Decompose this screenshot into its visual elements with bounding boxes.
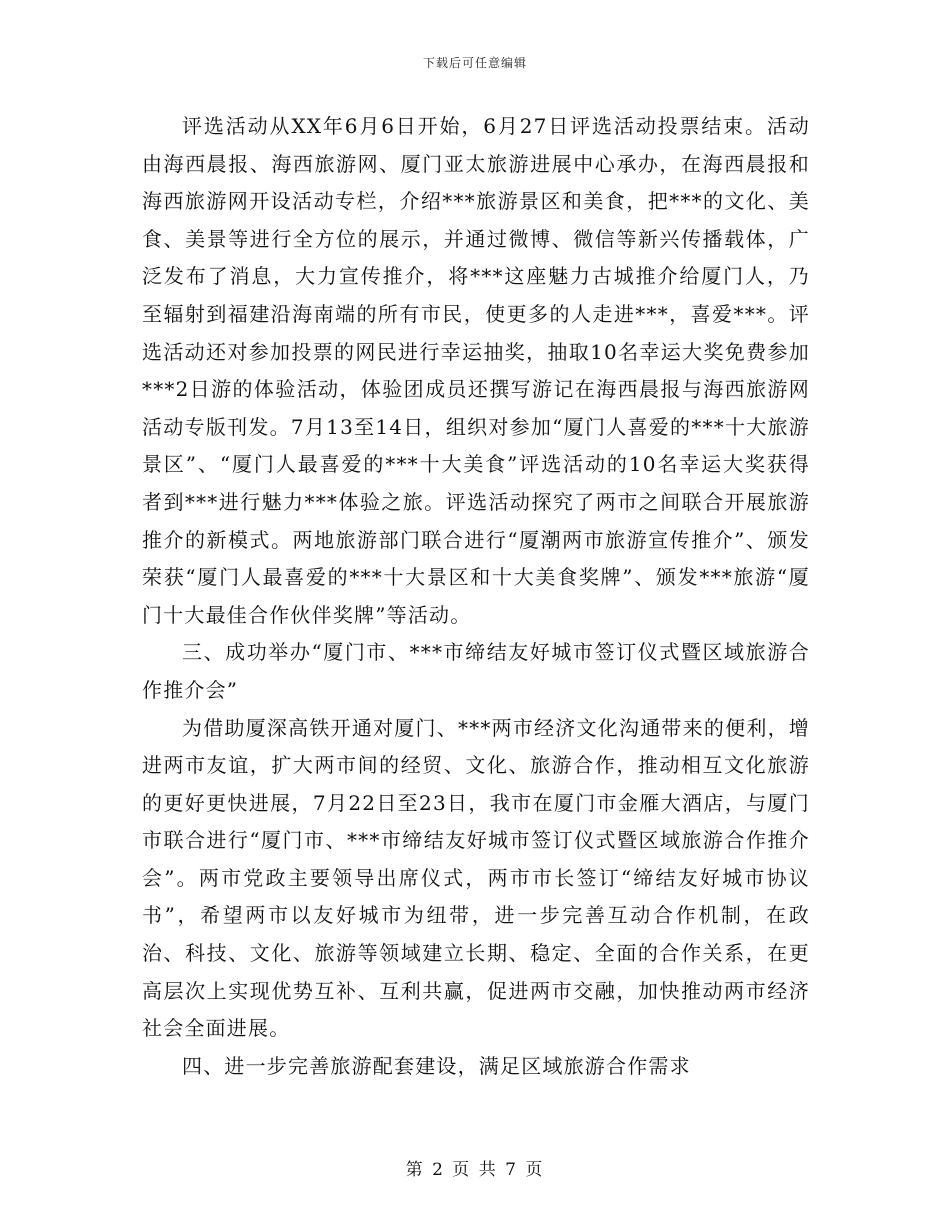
section-heading-3: 三、成功举办“厦门市、***市缔结友好城市签订仪式暨区域旅游合作推介会” [142,640,810,702]
paragraph-selection-activity: 评选活动从XX年6月6日开始，6月27日评选活动投票结束。活动由海西晨报、海西旅游网、厦门亚太旅游进展中心承办，在海西晨报和海西旅游网开设活动专栏，介绍***旅游景区和美食，把***的文化、美食、美景等进行全方位的展示，并通过微博、微信等新兴传播载体，广泛发布了消息，大力宣传推介，将***这座魅力古城推介给厦门人，乃至辐射到福建沿海南端的所有市民，使更多的人走进***，喜爱***。评选活动还对参加投票的网民进行幸运抽奖，抽取10名幸运大奖免费参加***2日游的体验活动，体验团成员还撰写游记在海西晨报与海西旅游网活动专版刊发。7月13至14日，组织对参加“厦门人喜爱的***十大旅游景区”、“厦门人最喜爱的***十大美食”评选活动的10名幸运大奖获得者到***进行魅力***体验之旅。评选活动探究了两市之间联合开展旅游推介的新模式。两地旅游部门联合进行“厦潮两市旅游宣传推介”、颁发荣获“厦门人最喜爱的***十大景区和十大美食奖牌”、颁发***旅游“厦门十大最佳合作伙伴奖牌”等活动。 [142,114,810,627]
paragraph-friendship-city: 为借助厦深高铁开通对厦门、***两市经济文化沟通带来的便利，增进两市友谊，扩大两市间的经贸、文化、旅游合作，推动相互文化旅游的更好更快进展，7月22日至23日，我市在厦门市金雁大酒店，与厦门市联合进行“厦门市、***市缔结友好城市签订仪式暨区域旅游合作推介会”。两市党政主要领导出席仪式，两市市长签订“缔结友好城市协议书”，希望两市以友好城市为纽带，进一步完善互动合作机制，在政治、科技、文化、旅游等领域建立长期、稳定、全面的合作关系，在更高层次上实现优势互补、互利共赢，促进两市交融，加快推动两市经济社会全面进展。 [142,715,810,1041]
section-heading-4: 四、进一步完善旅游配套建设，满足区域旅游合作需求 [182,1053,691,1078]
document-body [142,108,810,1085]
page-footer: 第 2 页 共 7 页 [405,1160,545,1180]
page-header: 下载后可任意编辑 [422,56,527,70]
